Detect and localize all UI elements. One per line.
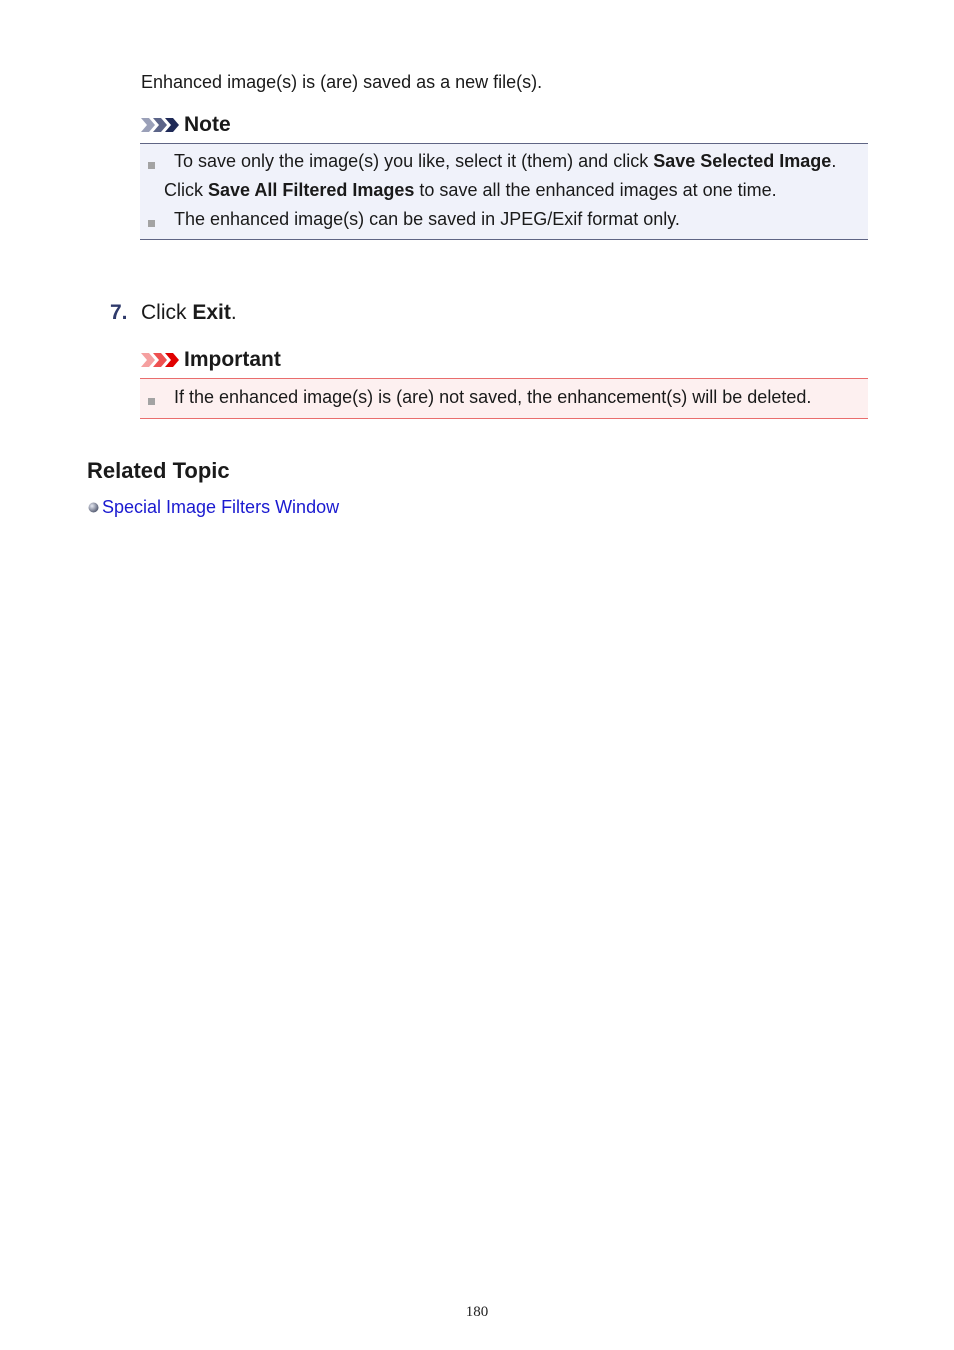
note-title: Note xyxy=(184,113,231,136)
intro-text: Enhanced image(s) is (are) saved as a new file(s). xyxy=(141,72,543,92)
note-box xyxy=(140,143,868,240)
related-topic-heading: Related Topic xyxy=(87,458,230,483)
step-text: Click xyxy=(141,301,193,324)
note-heading xyxy=(141,112,231,138)
related-link-row xyxy=(88,495,339,519)
bullet-square-icon xyxy=(148,162,155,169)
important-title: Important xyxy=(184,348,281,371)
bullet-square-icon xyxy=(148,220,155,227)
exit-label: Exit xyxy=(192,301,231,324)
step-number: 7. xyxy=(110,301,128,324)
save-all-filtered-images-label: Save All Filtered Images xyxy=(208,180,415,200)
page-number: 180 xyxy=(465,1304,489,1320)
step-text: . xyxy=(230,301,237,324)
important-item-text: If the enhanced image(s) is (are) not saved, the enhancement(s) will be deleted. xyxy=(174,387,812,407)
note-item-text: . Click xyxy=(164,151,837,200)
globe-bullet-icon xyxy=(88,502,99,513)
special-image-filters-window-link[interactable]: Special Image Filters Window xyxy=(102,497,340,517)
important-heading xyxy=(141,347,281,373)
note-chevrons-icon xyxy=(141,117,179,133)
bullet-square-icon xyxy=(148,398,155,405)
note-item xyxy=(154,147,854,205)
save-selected-image-label: Save Selected Image xyxy=(653,151,832,171)
note-item-text: The enhanced image(s) can be saved in JPEG/Exif format only. xyxy=(174,209,680,229)
important-chevrons-icon xyxy=(141,352,179,368)
important-box xyxy=(140,378,868,419)
important-item xyxy=(154,383,858,412)
note-item-text: to save all the enhanced images at one time. xyxy=(414,180,777,200)
note-item xyxy=(154,205,854,234)
step-7 xyxy=(110,299,237,327)
note-item-text: To save only the image(s) you like, select it (them) and click xyxy=(174,151,654,171)
